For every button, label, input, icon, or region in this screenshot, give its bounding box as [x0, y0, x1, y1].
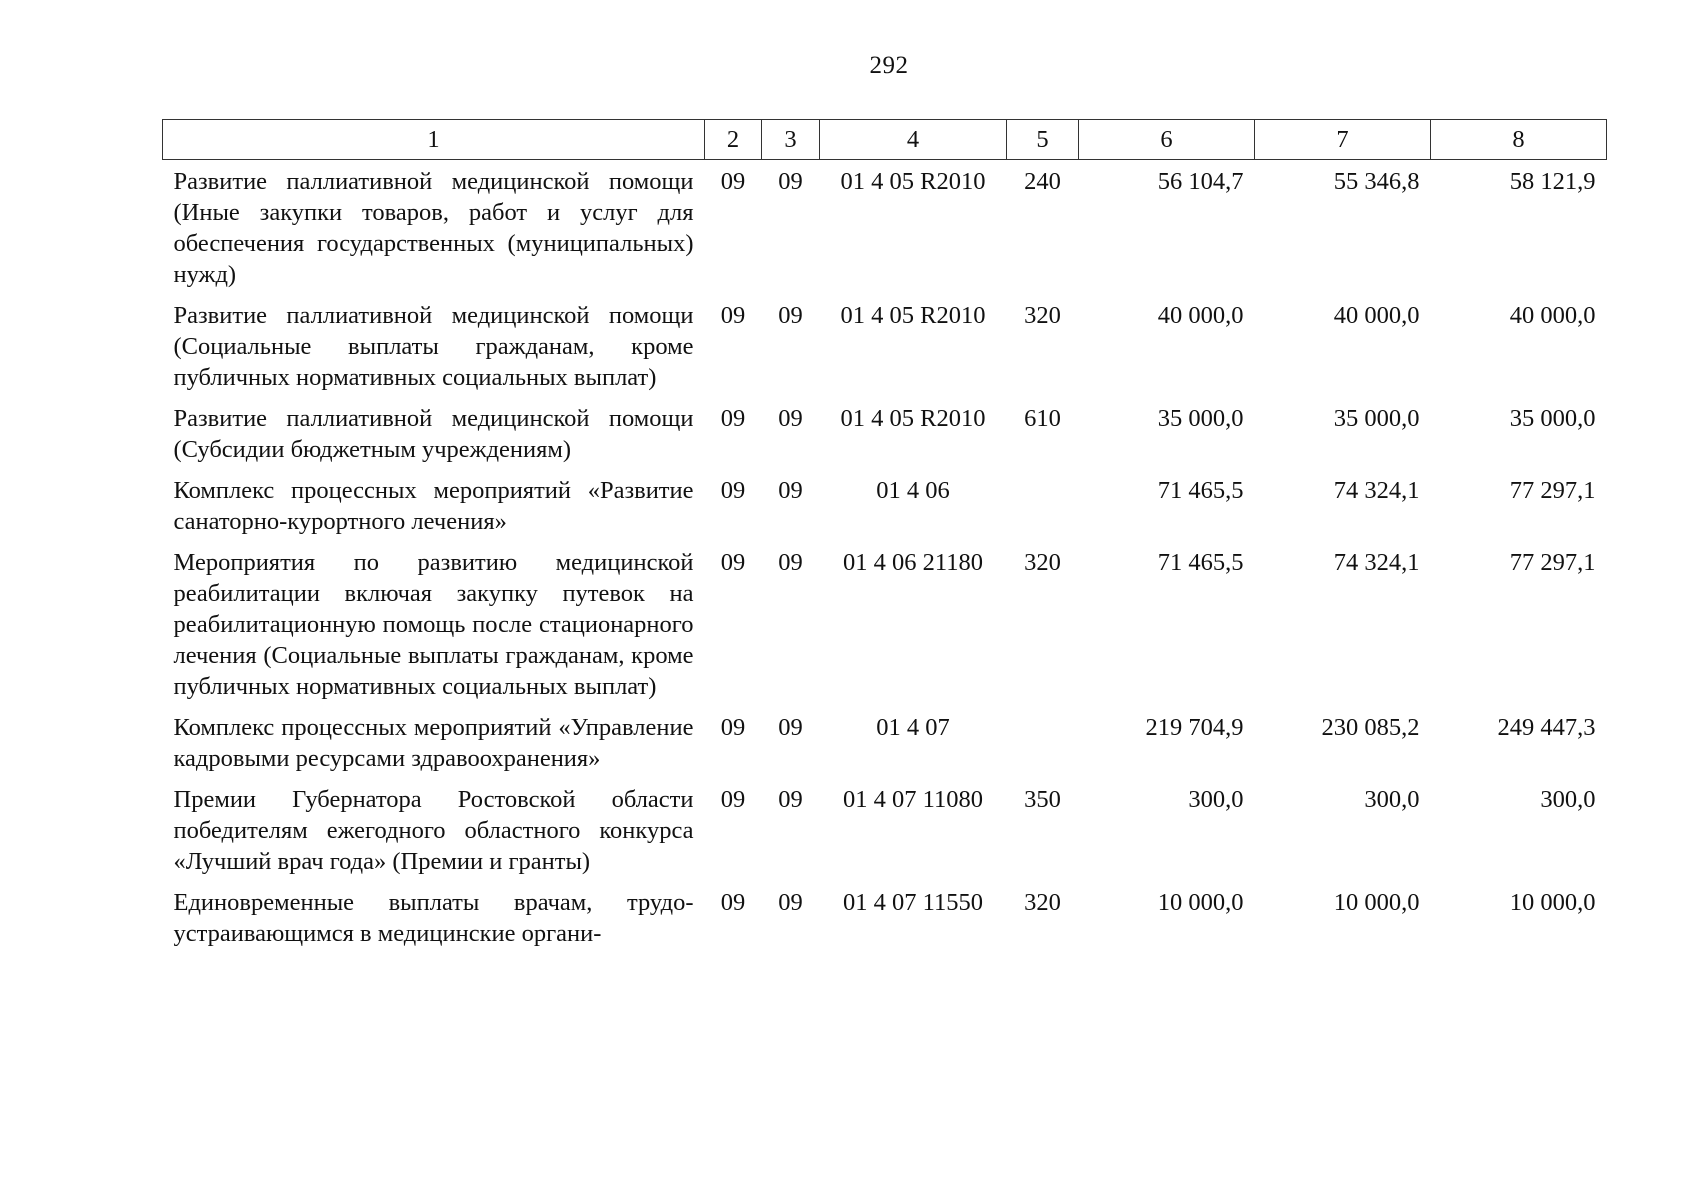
budget-table: [162, 119, 1607, 959]
row-value-col8: 77 297,1: [1509, 477, 1596, 504]
row-value-col8: 77 297,1: [1509, 549, 1596, 576]
row-section: 09: [720, 477, 746, 504]
row-subsection: 09: [778, 302, 803, 329]
row-value-col6: 35 000,0: [1157, 405, 1244, 432]
row-value-col7: 300,0: [1364, 786, 1420, 813]
row-target-code: 01 4 05 R2010: [840, 168, 986, 195]
row-subsection: 09: [778, 786, 803, 813]
table-header: [163, 120, 1607, 160]
row-name: Комплекс процессных мероприятий «Развитие санаторно-курортного лечения»: [173, 477, 694, 535]
table-row: [163, 547, 1607, 712]
row-section: 09: [720, 889, 746, 916]
row-name: Развитие паллиативной медицинской помощи (Социальные выплаты гражданам, кроме публичных нормативных социальных выплат): [173, 302, 694, 391]
row-expense-type: 320: [1024, 549, 1061, 576]
table-row: [163, 300, 1607, 403]
row-subsection: 09: [778, 889, 803, 916]
row-value-col8: 58 121,9: [1509, 168, 1596, 195]
row-name: Развитие паллиативной медицинской помощи (Иные закупки товаров, работ и услуг для обеспечения государственных (муниципальных) нужд): [173, 168, 694, 288]
row-value-col7: 74 324,1: [1333, 477, 1420, 504]
row-value-col6: 219 704,9: [1145, 714, 1244, 741]
row-expense-type: 350: [1024, 786, 1061, 813]
header-col-1: 1: [163, 120, 705, 160]
header-row: [163, 120, 1607, 160]
table-row: [163, 887, 1607, 959]
row-target-code: 01 4 05 R2010: [840, 302, 986, 329]
header-col-8: 8: [1431, 120, 1607, 160]
row-name: Мероприятия по развитию медицинской реабилитации включая закупку путевок на реабилитационную помощь после стационарного лечения (Социальные выплаты гражданам, кроме публичных нормативных социальных выплат): [173, 549, 694, 700]
header-col-6: 6: [1079, 120, 1255, 160]
row-target-code: 01 4 07 11080: [843, 786, 983, 813]
table-row: [163, 403, 1607, 475]
row-value-col6: 10 000,0: [1157, 889, 1244, 916]
row-subsection: 09: [778, 549, 803, 576]
row-section: 09: [720, 549, 746, 576]
row-value-col7: 40 000,0: [1333, 302, 1420, 329]
row-subsection: 09: [778, 168, 803, 195]
row-target-code: 01 4 05 R2010: [840, 405, 986, 432]
row-name: Комплекс процессных мероприятий «Управление кадровыми ресурсами здравоохранения»: [173, 714, 694, 772]
row-subsection: 09: [778, 477, 803, 504]
header-col-5: 5: [1007, 120, 1079, 160]
row-section: 09: [720, 302, 746, 329]
row-target-code: 01 4 07 11550: [843, 889, 983, 916]
header-col-7: 7: [1255, 120, 1431, 160]
header-col-3: 3: [762, 120, 820, 160]
header-col-4: 4: [820, 120, 1007, 160]
page-number: 292: [869, 52, 909, 79]
row-expense-type: [1007, 475, 1079, 547]
header-col-2: 2: [705, 120, 762, 160]
row-section: 09: [720, 786, 746, 813]
row-target-code: 01 4 06 21180: [843, 549, 983, 576]
row-value-col7: 10 000,0: [1333, 889, 1420, 916]
row-name: Премии Губернатора Ростовской области победителям ежегодного областного конкурса «Лучший врач года» (Премии и гранты): [173, 786, 694, 875]
row-value-col8: 10 000,0: [1509, 889, 1596, 916]
row-value-col8: 300,0: [1540, 786, 1596, 813]
row-value-col7: 74 324,1: [1333, 549, 1420, 576]
row-value-col6: 40 000,0: [1157, 302, 1244, 329]
row-name: Единовременные выплаты врачам, трудоустраивающимся в медицинские органи-: [173, 889, 694, 947]
row-target-code: 01 4 07: [876, 714, 950, 741]
row-value-col8: 35 000,0: [1509, 405, 1596, 432]
row-expense-type: [1007, 712, 1079, 784]
row-expense-type: 320: [1024, 889, 1061, 916]
row-value-col6: 71 465,5: [1157, 477, 1244, 504]
table-row: [163, 784, 1607, 887]
row-expense-type: 320: [1024, 302, 1061, 329]
row-value-col8: 40 000,0: [1509, 302, 1596, 329]
row-section: 09: [720, 714, 746, 741]
row-value-col8: 249 447,3: [1497, 714, 1596, 741]
row-expense-type: 240: [1024, 168, 1061, 195]
table-row: [163, 475, 1607, 547]
row-target-code: 01 4 06: [876, 477, 950, 504]
row-value-col7: 55 346,8: [1333, 168, 1420, 195]
row-value-col6: 71 465,5: [1157, 549, 1244, 576]
row-section: 09: [720, 405, 746, 432]
table-row: [163, 712, 1607, 784]
row-value-col7: 230 085,2: [1321, 714, 1420, 741]
row-name: Развитие паллиативной медицинской помощи (Субсидии бюджетным учреждениям): [173, 405, 694, 463]
table-row: [163, 160, 1607, 301]
row-subsection: 09: [778, 405, 803, 432]
row-value-col7: 35 000,0: [1333, 405, 1420, 432]
row-section: 09: [720, 168, 746, 195]
row-expense-type: 610: [1024, 405, 1061, 432]
row-subsection: 09: [778, 714, 803, 741]
row-value-col6: 300,0: [1188, 786, 1244, 813]
table-body: [163, 160, 1607, 960]
row-value-col6: 56 104,7: [1157, 168, 1244, 195]
